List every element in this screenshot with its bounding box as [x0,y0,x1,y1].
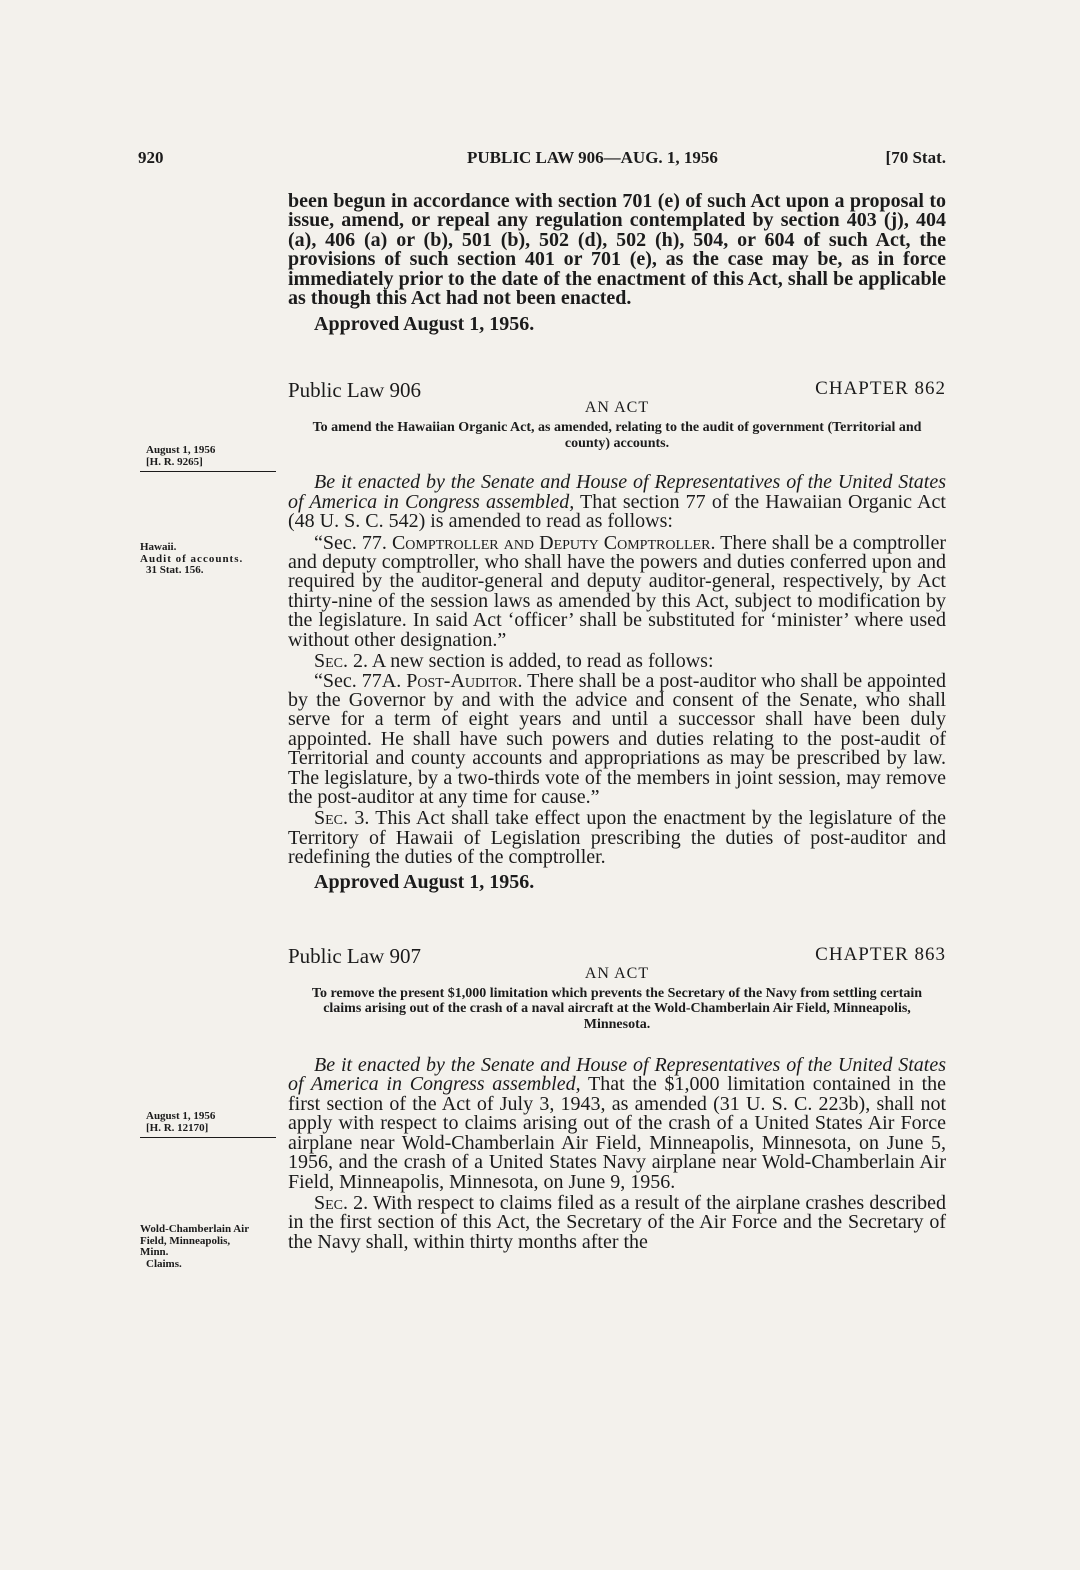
enacting-formula: Be it enacted by the Senate and House of Representatives of the United States of America in Congress assembled, [288,1054,946,1096]
section-label: Sec. 3. [314,807,370,830]
section-77 [288,531,946,651]
margin-topic-audit: Audit of accounts. [140,552,244,565]
margin-date: August 1, 1956 [146,1110,216,1122]
an-act-label: AN ACT [584,399,650,417]
margin-topic-law906 [140,542,268,577]
running-title: PUBLIC LAW 906—AUG. 1, 1956 [467,148,718,167]
section-3 [288,809,946,867]
margin-bill: [H. R. 9265] [146,455,203,468]
section-heading: Comptroller and Deputy Comptroller. [391,531,716,554]
continuation-paragraph: been begun in accordance with section 701 (e) of such Act upon a proposal to issue, amend, or repeal any regulation contemplated by section 403 (j), 404 (a), 406 (a) or (b), 501 (b), 502 (d), 502 (h), 504, or 604 of such Act, the provisions of such section 401 or 701 (e), as the case may be, as in force immediately prior to the date of the enactment of this Act, shall be applicable as though this Act had not been enacted. [288,190,946,310]
margin-citation: 31 Stat. 156. [146,564,204,576]
margin-topic-law907 [140,1224,260,1270]
margin-rule [140,1137,276,1138]
act-purpose: To remove the present $1,000 limitation which prevents the Secretary of the Navy from settling certain claims arising out of the crash of a naval aircraft at the Wold-Chamberlain Air Field, Minneapolis, Minnesota. [311,985,923,1032]
public-law-number: Public Law 907 [288,943,421,968]
running-header [138,148,946,172]
enacting-text: That section 77 of the Hawaiian Organic Act (48 U. S. C. 542) is amended to read as follows: [288,490,946,533]
an-act-label: AN ACT [584,964,650,982]
section-text: A new section is added, to read as follows: [368,650,714,673]
margin-bill: [H. R. 12170] [146,1121,209,1134]
approval-line: Approved August 1, 1956. [314,870,535,893]
public-law-number: Public Law 906 [288,378,421,403]
section-2 [288,1191,946,1253]
section-77a [288,669,946,808]
enacting-clause [288,1056,946,1192]
section-label: Sec. 2. [314,1191,369,1214]
chapter-number: CHAPTER 863 [815,943,946,965]
margin-topic-airfield: Wold-Chamberlain Air Field, Minneapolis, Minn. [140,1223,249,1258]
page-number: 920 [138,148,164,167]
section-label: “Sec. 77A. [314,669,402,692]
act-purpose: To amend the Hawaiian Organic Act, as amended, relating to the audit of government (Territorial and county) accounts. [312,420,922,451]
chapter-number: CHAPTER 862 [815,378,946,400]
margin-note-law906 [140,445,276,472]
section-text: There shall be a comptroller and deputy comptroller, who shall have the powers and duties conferred upon and required by the auditor-general and deputy auditor-general, respectively, by Act thirty-nine of the session laws as amended by this Act, subject to modification by the legislature. In said Act ‘officer’ shall be substituted for ‘minister’ where used without other designation.” [288,531,946,651]
section-text: This Act shall take effect upon the enactment by the legislature of the Territory of Hawaii of Legislation prescribing the duties of post-auditor and redefining the duties of the comptroller. [288,807,947,869]
law906-heading [288,378,946,403]
section-label: Sec. 2. [314,650,369,673]
margin-rule [140,471,276,472]
approval-line: Approved August 1, 1956. [314,313,535,336]
enacting-formula: Be it enacted by the Senate and House of Representatives of the United States of America in Congress assembled, [288,471,946,513]
law907-heading [288,944,946,966]
section-text: There shall be a post-auditor who shall be appointed by the Governor by and with the advice and consent of the Senate, who shall serve for a term of eight years and until a successor shall have been duly appointed. He shall have such powers and duties relating to the post-audit of Territorial and county accounts and appropriations as may be prescribed by law. The legislature, by a two-thirds vote of the members in joint session, may remove the post-auditor at any time for cause.” [288,669,946,808]
enacting-clause [288,473,946,531]
enacting-text: That the $1,000 limitation contained in the first section of the Act of July 3, 1943, as amended (31 U. S. C. 223b), shall not apply with respect to claims arising out of the crash of a United States Air Force airplane near Wold-Chamberlain Air Field, Minneapolis, Minnesota, on June 5, 1956, and the crash of a United States Navy airplane near Wold-Chamberlain Air Field, Minneapolis, Minnesota, on June 9, 1956. [288,1073,947,1193]
section-heading: Post-Auditor. [406,669,523,692]
volume-reference: [70 Stat. [885,148,946,167]
section-text: With respect to claims filed as a result of the airplane crashes described in the first section of this Act, the Secretary of the Air Force and the Secretary of the Navy shall, within thirty months after the [288,1191,946,1253]
margin-note-law907 [140,1111,276,1138]
margin-topic-claims: Claims. [146,1257,182,1270]
main-text-column [288,192,946,1252]
margin-topic-hawaii: Hawaii. [140,541,177,553]
section-label: “Sec. 77. [314,531,387,554]
margin-date: August 1, 1956 [146,444,216,456]
